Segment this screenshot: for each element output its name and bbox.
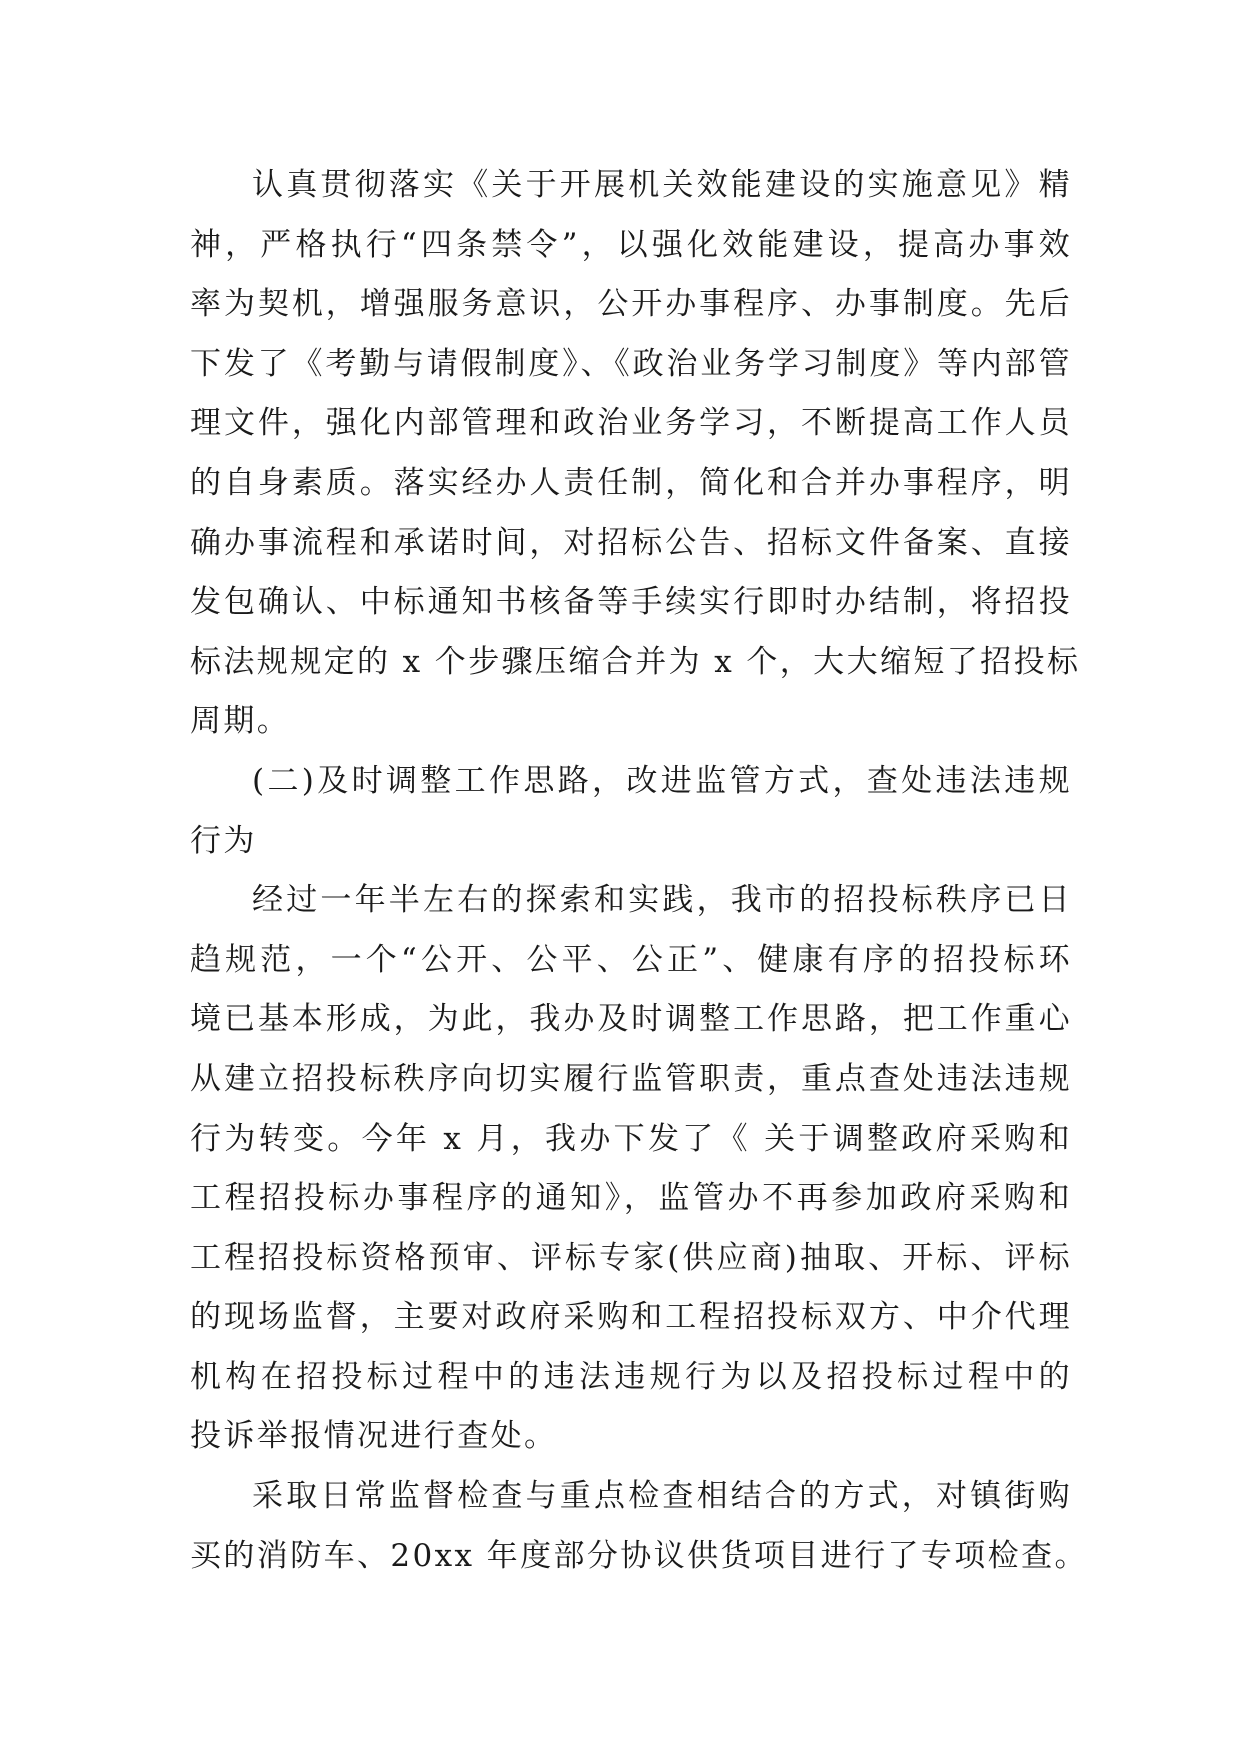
- paragraph-efficiency-building: [190, 156, 1081, 752]
- text-line: 工程招投标资格预审、评标专家(供应商)抽取、开标、评标: [190, 1239, 1072, 1276]
- text-line: 机构在招投标过程中的违法违规行为以及招投标过程中的: [190, 1358, 1072, 1395]
- document-body: [190, 156, 1088, 1586]
- paragraph-inspection: [190, 1467, 1088, 1586]
- text-line: 周期。: [190, 703, 291, 740]
- text-line: 采取日常监督检查与重点检查相结合的方式，对镇街购: [252, 1478, 1072, 1515]
- text-line: 经过一年半左右的探索和实践，我市的招投标秩序已日: [252, 882, 1072, 919]
- text-line: 率为契机，增强服务意识，公开办事程序、办事制度。先后: [190, 286, 1072, 323]
- text-line: 境已基本形成，为此，我办及时调整工作思路，把工作重心: [190, 1001, 1072, 1038]
- text-line: 工程招投标办事程序的通知》，监管办不再参加政府采购和: [190, 1180, 1072, 1217]
- text-line: 下发了《考勤与请假制度》、《政治业务学习制度》等内部管: [190, 345, 1072, 382]
- text-line: 从建立招投标秩序向切实履行监管职责，重点查处违法违规: [190, 1060, 1072, 1097]
- text-line: 神，严格执行“四条禁令”，以强化效能建设，提高办事效: [190, 226, 1072, 263]
- text-line: 的现场监督，主要对政府采购和工程招投标双方、中介代理: [190, 1299, 1072, 1336]
- text-line: 理文件，强化内部管理和政治业务学习，不断提高工作人员: [190, 405, 1072, 442]
- text-line: 的自身素质。落实经办人责任制，简化和合并办事程序，明: [190, 464, 1072, 501]
- text-line: 行为转变。今年 x 月，我办下发了《 关于调整政府采购和: [190, 1120, 1072, 1157]
- text-line: 标法规规定的 x 个步骤压缩合并为 x 个，大大缩短了招投标: [190, 643, 1081, 680]
- text-line: 行为: [190, 822, 257, 859]
- text-line: (二)及时调整工作思路，改进监管方式，查处违法违规: [252, 762, 1072, 799]
- text-line: 确办事流程和承诺时间，对招标公告、招标文件备案、直接: [190, 524, 1072, 561]
- text-line: 认真贯彻落实《关于开展机关效能建设的实施意见》精: [252, 167, 1072, 203]
- text-line: 买的消防车、20xx 年度部分协议供货项目进行了专项检查。: [190, 1537, 1088, 1574]
- text-line: 发包确认、中标通知书核备等手续实行即时办结制，将招投: [190, 584, 1072, 621]
- section-heading-2: [190, 752, 1072, 871]
- paragraph-adjust-approach: [190, 871, 1072, 1467]
- text-line: 趋规范，一个“公开、公平、公正”、健康有序的招投标环: [190, 941, 1072, 978]
- text-line: 投诉举报情况进行查处。: [190, 1418, 558, 1455]
